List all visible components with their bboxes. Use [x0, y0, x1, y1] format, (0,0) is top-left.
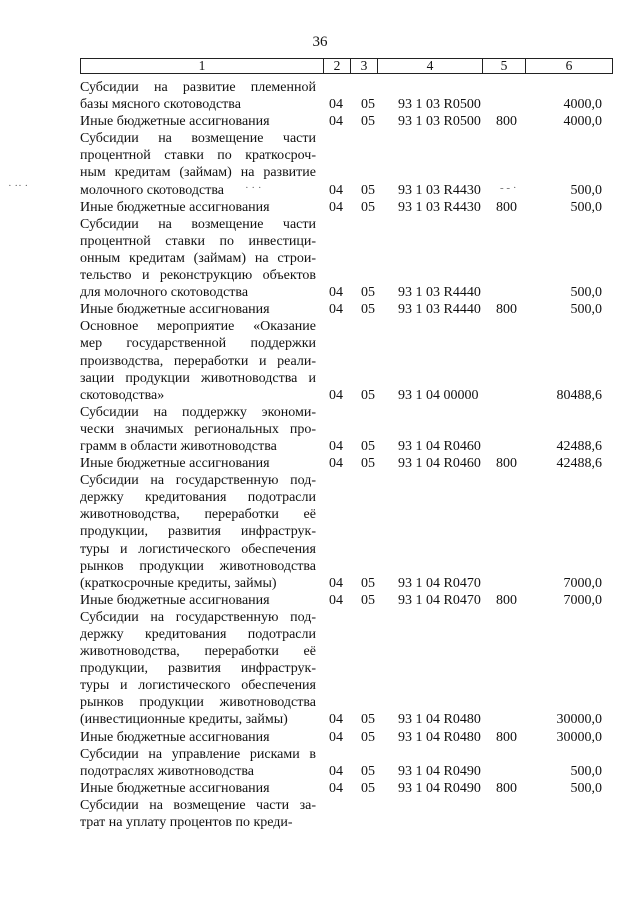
expense-type-code: 800 — [496, 302, 517, 318]
description-line: Субсидии на возмещение части — [80, 131, 316, 147]
target-article-code: 93 1 04 R0460 — [398, 456, 481, 472]
description-line: продукции, развития инфраструк- — [80, 524, 316, 540]
description-line: чески значимых региональных про- — [80, 421, 316, 437]
subsection-code: 05 — [361, 456, 375, 472]
table-row — [80, 199, 610, 216]
header-col-5: 5 — [483, 59, 526, 74]
description-line: тельство и реконструкцию объектов — [80, 268, 316, 284]
amount: 7000,0 — [563, 575, 602, 591]
section-code: 04 — [329, 387, 343, 403]
amount: 4000,0 — [563, 97, 602, 113]
target-article-code: 93 1 03 R4440 — [398, 302, 481, 318]
table-row — [80, 472, 610, 592]
expense-type-code: 800 — [496, 780, 517, 796]
description-line: скотоводства» — [80, 387, 165, 403]
description-line: производства, переработки и реали- — [80, 353, 316, 369]
subsection-code: 05 — [361, 302, 375, 318]
description-line: держку кредитования подотрасли — [80, 490, 316, 506]
subsection-code: 05 — [361, 712, 375, 728]
description-line: Субсидии на развитие племенной — [80, 80, 316, 95]
table-row — [80, 79, 610, 113]
description-line: рынков продукции животноводства — [80, 695, 316, 711]
amount: 4000,0 — [563, 114, 602, 130]
row-description — [80, 609, 316, 729]
target-article-code: 93 1 03 R4430 — [398, 199, 481, 215]
budget-table-body — [80, 79, 610, 831]
description-line: (краткосрочные кредиты, займы) — [80, 575, 277, 591]
target-article-code: 93 1 04 R0490 — [398, 763, 481, 779]
subsection-code: 05 — [361, 387, 375, 403]
row-description — [80, 199, 316, 216]
target-article-code: 93 1 04 R0480 — [398, 712, 481, 728]
section-code: 04 — [329, 199, 343, 215]
amount: 500,0 — [570, 182, 602, 198]
description-line: Иные бюджетные ассигнования — [80, 199, 270, 215]
section-code: 04 — [329, 285, 343, 301]
amount: 42488,6 — [556, 438, 602, 454]
description-line: Иные бюджетные ассигнования — [80, 456, 270, 472]
expense-type-code: 800 — [496, 729, 517, 745]
amount: 7000,0 — [563, 592, 602, 608]
scan-mark: · ·· · — [8, 180, 29, 192]
description-line: Иные бюджетные ассигнования — [80, 592, 270, 608]
table-row — [80, 301, 610, 318]
target-article-code: 93 1 03 R0500 — [398, 97, 481, 113]
description-line: Иные бюджетные ассигнования — [80, 302, 270, 318]
subsection-code: 05 — [361, 97, 375, 113]
header-col-2: 2 — [324, 59, 351, 74]
section-code: 04 — [329, 712, 343, 728]
description-line: процентной ставки по инвестици- — [80, 233, 316, 249]
row-description — [80, 780, 316, 797]
description-line: держку кредитования подотрасли — [80, 627, 316, 642]
row-description — [80, 746, 316, 780]
description-line: животноводства, переработки её — [80, 644, 316, 660]
table-row — [80, 609, 610, 729]
description-line: подотраслях животноводства — [80, 763, 254, 779]
description-line: Основное мероприятие «Оказание — [80, 319, 316, 335]
amount: 500,0 — [570, 285, 602, 301]
header-col-6: 6 — [526, 59, 613, 74]
description-line: животноводства, переработки её — [80, 507, 316, 523]
amount: 500,0 — [570, 302, 602, 318]
subsection-code: 05 — [361, 285, 375, 301]
amount: 80488,6 — [556, 387, 602, 403]
section-code: 04 — [329, 438, 343, 454]
amount: 500,0 — [570, 763, 602, 779]
table-row — [80, 113, 610, 130]
description-line: молочного скотоводства — [80, 182, 224, 198]
amount: 500,0 — [570, 199, 602, 215]
page-number: 36 — [312, 34, 328, 50]
row-description — [80, 113, 316, 130]
header-col-3: 3 — [351, 59, 378, 74]
amount: 30000,0 — [556, 729, 602, 745]
scan-mark: · · · — [245, 182, 262, 194]
section-code: 04 — [329, 97, 343, 113]
table-row — [80, 729, 610, 746]
row-description — [80, 404, 316, 455]
target-article-code: 93 1 04 00000 — [398, 387, 479, 403]
table-row — [80, 780, 610, 797]
description-line: Субсидии на государственную под- — [80, 609, 316, 625]
subsection-code: 05 — [361, 114, 375, 130]
amount: 500,0 — [570, 780, 602, 796]
section-code: 04 — [329, 592, 343, 608]
description-line: Иные бюджетные ассигнования — [80, 114, 270, 130]
description-line: (инвестиционные кредиты, займы) — [80, 712, 288, 728]
description-line: Субсидии на государственную под- — [80, 473, 316, 489]
table-row — [80, 404, 610, 455]
row-description — [80, 797, 316, 831]
section-code: 04 — [329, 780, 343, 796]
target-article-code: 93 1 03 R0500 — [398, 114, 481, 130]
description-line: Субсидии на возмещение части за- — [80, 797, 316, 813]
table-row — [80, 130, 610, 198]
description-line: Субсидии на управление рисками в — [80, 746, 316, 762]
table-row — [80, 216, 610, 301]
row-description — [80, 79, 316, 113]
table-row — [80, 746, 610, 780]
section-code: 04 — [329, 302, 343, 318]
expense-type-code: 800 — [496, 199, 517, 215]
table-row — [80, 318, 610, 403]
section-code: 04 — [329, 575, 343, 591]
table-row — [80, 592, 610, 609]
description-line: грамм в области животноводства — [80, 438, 277, 454]
description-line: трат на уплату процентов по креди- — [80, 815, 293, 831]
row-description — [80, 130, 316, 198]
amount: 42488,6 — [556, 456, 602, 472]
description-line: зации продукции животноводства и — [80, 370, 316, 386]
description-line: Иные бюджетные ассигнования — [80, 780, 270, 796]
description-line: мер государственной поддержки — [80, 336, 316, 352]
row-description — [80, 318, 316, 403]
description-line: туры и логистического обеспечения — [80, 541, 316, 557]
row-description — [80, 472, 316, 592]
expense-type-code: 800 — [496, 592, 517, 608]
target-article-code: 93 1 03 R4430 — [398, 182, 481, 198]
subsection-code: 05 — [361, 182, 375, 198]
description-line: Субсидии на возмещение части — [80, 216, 316, 232]
row-description — [80, 592, 316, 609]
description-line: процентной ставки по краткосроч- — [80, 148, 316, 164]
expense-type-code: 800 — [496, 114, 517, 130]
section-code: 04 — [329, 456, 343, 472]
subsection-code: 05 — [361, 575, 375, 591]
subsection-code: 05 — [361, 729, 375, 745]
subsection-code: 05 — [361, 592, 375, 608]
header-col-4: 4 — [378, 59, 483, 74]
section-code: 04 — [329, 763, 343, 779]
target-article-code: 93 1 04 R0460 — [398, 438, 481, 454]
header-col-1: 1 — [81, 59, 324, 74]
subsection-code: 05 — [361, 763, 375, 779]
section-code: 04 — [329, 114, 343, 130]
table-row — [80, 455, 610, 472]
row-description — [80, 729, 316, 746]
subsection-code: 05 — [361, 780, 375, 796]
description-line: Иные бюджетные ассигнования — [80, 729, 270, 745]
description-line: туры и логистического обеспечения — [80, 678, 316, 694]
amount: 30000,0 — [556, 712, 602, 728]
description-line: ным кредитам (займам) на развитие — [80, 165, 316, 181]
description-line: Субсидии на поддержку экономи- — [80, 404, 316, 420]
section-code: 04 — [329, 729, 343, 745]
scan-mark: - - · — [500, 182, 517, 194]
row-description — [80, 216, 316, 301]
subsection-code: 05 — [361, 438, 375, 454]
subsection-code: 05 — [361, 199, 375, 215]
section-code: 04 — [329, 182, 343, 198]
target-article-code: 93 1 04 R0470 — [398, 592, 481, 608]
target-article-code: 93 1 04 R0490 — [398, 780, 481, 796]
row-description — [80, 301, 316, 318]
expense-type-code: 800 — [496, 456, 517, 472]
description-line: базы мясного скотоводства — [80, 97, 241, 113]
description-line: для молочного скотоводства — [80, 285, 249, 301]
description-line: рынков продукции животноводства — [80, 558, 316, 574]
column-header-row — [80, 58, 613, 74]
target-article-code: 93 1 04 R0470 — [398, 575, 481, 591]
description-line: продукции, развития инфраструк- — [80, 661, 316, 677]
table-row — [80, 797, 610, 831]
target-article-code: 93 1 03 R4440 — [398, 285, 481, 301]
row-description — [80, 455, 316, 472]
target-article-code: 93 1 04 R0480 — [398, 729, 481, 745]
description-line: онным кредитам (займам) на строи- — [80, 250, 316, 266]
